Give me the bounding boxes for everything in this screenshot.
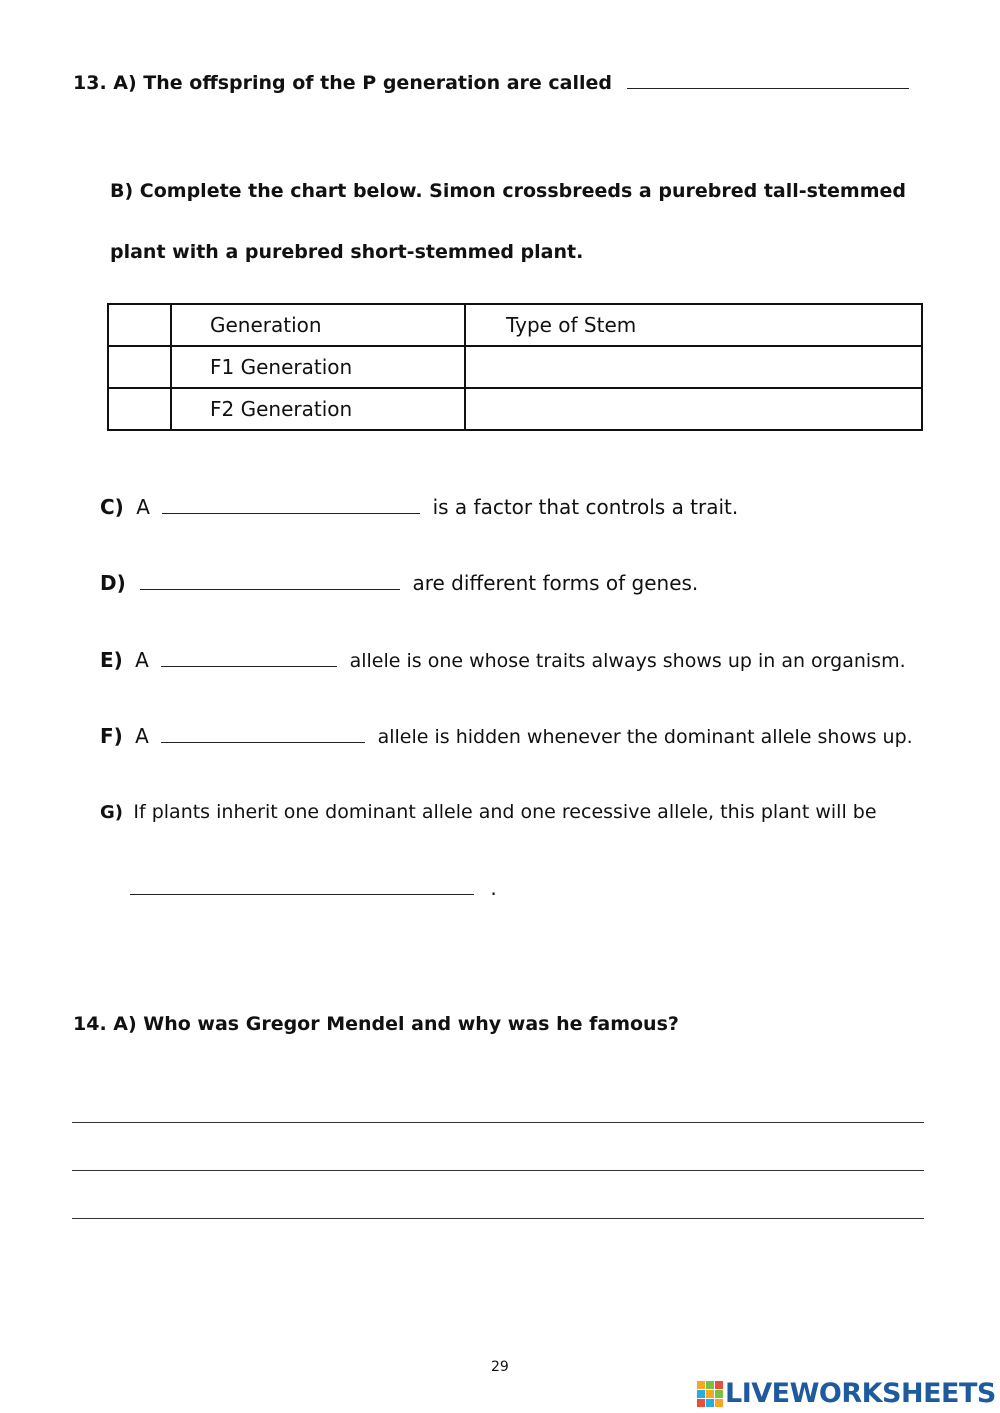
table-cell[interactable] <box>108 346 171 388</box>
question-13a <box>73 70 909 94</box>
question-letter: D) <box>100 571 126 595</box>
question-text-post: allele is hidden whenever the dominant allele shows up. <box>377 726 913 748</box>
answer-blank-13a[interactable] <box>627 70 909 89</box>
question-13c <box>100 495 738 519</box>
question-text-pre: A <box>135 724 149 748</box>
question-14a: 14. A) Who was Gregor Mendel and why was he famous? <box>73 1013 679 1035</box>
question-13b-line1: B) Complete the chart below. Simon crossbreeds a purebred tall-stemmed <box>110 180 906 202</box>
table-cell <box>108 304 171 346</box>
generation-chart <box>107 303 923 431</box>
question-13b-line2: plant with a purebred short-stemmed plant. <box>110 241 584 263</box>
answer-line-1[interactable] <box>72 1122 924 1123</box>
sentence-period: . <box>490 876 497 900</box>
question-13g <box>100 799 877 823</box>
question-letter: F) <box>100 724 123 748</box>
answer-blank-13c[interactable] <box>162 495 420 514</box>
question-text: If plants inherit one dominant allele and one recessive allele, this plant will be <box>133 801 877 823</box>
table-cell-f1-generation: F1 Generation <box>171 346 465 388</box>
brand-name: LIVEWORKSHEETS <box>725 1377 996 1409</box>
table-header-row <box>108 304 922 346</box>
answer-blank-13d[interactable] <box>140 571 400 590</box>
question-text-pre: A <box>135 648 149 672</box>
table-cell[interactable] <box>108 388 171 430</box>
table-row <box>108 346 922 388</box>
table-cell-f2-generation: F2 Generation <box>171 388 465 430</box>
answer-cell-f2-stem[interactable] <box>465 388 922 430</box>
table-row <box>108 388 922 430</box>
question-13e <box>100 648 906 672</box>
table-header-generation: Generation <box>171 304 465 346</box>
answer-cell-f1-stem[interactable] <box>465 346 922 388</box>
question-letter: E) <box>100 648 123 672</box>
answer-blank-13g[interactable] <box>130 876 474 895</box>
answer-line-2[interactable] <box>72 1170 924 1171</box>
answer-blank-13e[interactable] <box>161 648 337 667</box>
question-letter: G) <box>100 802 124 823</box>
question-text-post: allele is one whose traits always shows up in an organism. <box>349 650 906 672</box>
table-header-type-of-stem: Type of Stem <box>465 304 922 346</box>
liveworksheets-logo <box>697 1375 996 1411</box>
page-number: 29 <box>491 1359 509 1375</box>
question-text-post: are different forms of genes. <box>412 571 699 595</box>
question-13a-text: 13. A) The offspring of the P generation are called <box>73 72 612 94</box>
question-13g-answer <box>130 876 497 900</box>
answer-line-3[interactable] <box>72 1218 924 1219</box>
answer-blank-13f[interactable] <box>161 724 365 743</box>
question-text-pre: A <box>136 495 150 519</box>
question-13d <box>100 571 698 595</box>
question-letter: C) <box>100 495 124 519</box>
liveworksheets-logo-icon <box>697 1379 723 1407</box>
question-text-post: is a factor that controls a trait. <box>432 495 739 519</box>
question-13f <box>100 724 913 748</box>
